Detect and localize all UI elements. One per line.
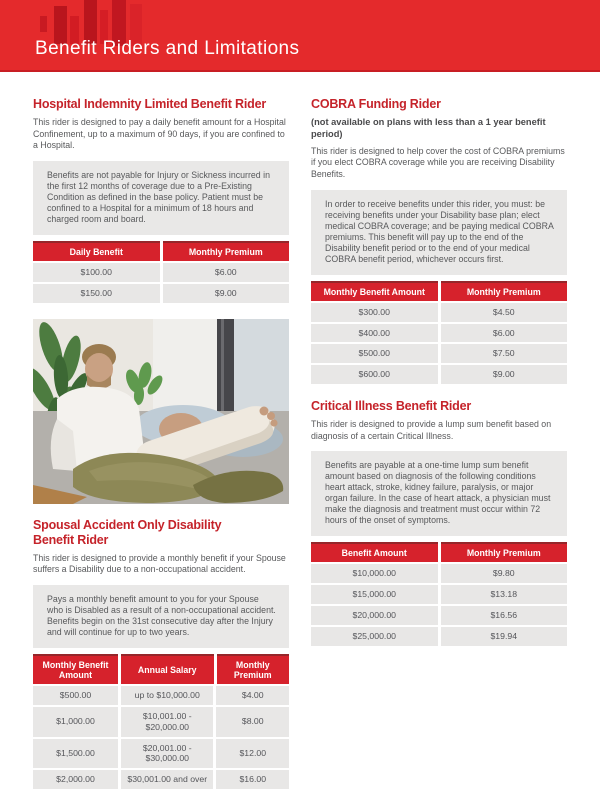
table-cell: $20,000.00 — [311, 606, 438, 625]
table-row — [311, 303, 567, 322]
spousal-rider-title: Spousal Accident Only Disability Benefit Rider — [33, 517, 222, 547]
table-row — [33, 739, 289, 769]
table-row — [311, 324, 567, 343]
table-cell: $150.00 — [33, 284, 160, 303]
table-row — [311, 627, 567, 646]
table-header-row — [33, 654, 289, 684]
table-cell: $100.00 — [33, 263, 160, 282]
spousal-rider-conditions-box: Pays a monthly benefit amount to you for your Spouse who is Disabled as a result of a non-occupational accident. Benefits begin on the 31st consecutive day after the Injury and will continue for up to two years. — [33, 585, 289, 648]
critical-illness-conditions-box: Benefits are payable at a one-time lump sum benefit amount based on diagnosis of the following conditions heart attack, stroke, kidney failure, paralysis, or major organ failure. In the case of heart attack, a physician must make the diagnosis and treatment must occur within 72 hours of the onset of symptoms. — [311, 451, 567, 536]
table-row — [311, 585, 567, 604]
cobra-rider-title: COBRA Funding Rider — [311, 97, 441, 111]
left-column — [33, 97, 289, 789]
table-header-row — [311, 542, 567, 562]
table-cell: $300.00 — [311, 303, 438, 322]
table-cell: $400.00 — [311, 324, 438, 343]
page-title: Benefit Riders and Limitations — [35, 38, 300, 59]
table-row — [33, 284, 289, 303]
table-cell: up to $10,000.00 — [121, 686, 213, 705]
table-cell: $6.00 — [163, 263, 290, 282]
table-cell: $15,000.00 — [311, 585, 438, 604]
hospital-rider-intro: This rider is designed to pay a daily benefit amount for a Hospital Confinement, up to a maximum of 90 days, if you are confined to a Hospital. — [33, 117, 286, 151]
table-header-cell: Monthly Premium — [217, 654, 290, 684]
right-column — [311, 97, 567, 789]
spousal-rider-table — [33, 654, 289, 789]
table-cell: $20,001.00 - $30,000.00 — [121, 739, 213, 769]
table-cell: $1,000.00 — [33, 707, 118, 737]
table-header-cell: Daily Benefit — [33, 241, 160, 261]
table-cell: $600.00 — [311, 365, 438, 384]
table-row — [311, 365, 567, 384]
cobra-rider-table — [311, 281, 567, 385]
table-header-row — [311, 281, 567, 301]
table-cell: $4.50 — [441, 303, 568, 322]
table-cell: $8.00 — [216, 707, 289, 737]
table-header-cell: Monthly Benefit Amount — [33, 654, 118, 684]
table-cell: $500.00 — [311, 344, 438, 363]
table-row — [311, 564, 567, 583]
table-cell: $9.00 — [163, 284, 290, 303]
table-row — [33, 770, 289, 789]
table-cell: $25,000.00 — [311, 627, 438, 646]
table-cell: $9.80 — [441, 564, 568, 583]
table-cell: $10,000.00 — [311, 564, 438, 583]
page-body — [0, 72, 600, 789]
table-header-cell: Benefit Amount — [311, 542, 438, 562]
table-header-cell: Monthly Premium — [441, 281, 568, 301]
table-cell: $16.00 — [216, 770, 289, 789]
table-cell: $10,001.00 - $20,000.00 — [121, 707, 213, 737]
table-cell: $4.00 — [216, 686, 289, 705]
table-cell: $13.18 — [441, 585, 568, 604]
table-cell: $1,500.00 — [33, 739, 118, 769]
photo-man-leg-cast — [33, 319, 289, 504]
header-band — [0, 0, 600, 72]
table-cell: $19.94 — [441, 627, 568, 646]
table-header-row — [33, 241, 289, 261]
table-row — [311, 344, 567, 363]
critical-illness-rider-title: Critical Illness Benefit Rider — [311, 399, 472, 414]
cobra-rider-conditions-box: In order to receive benefits under this rider, you must: be receiving benefits under your Disability base plan; elect medical COBRA coverage; and be paying medical COBRA premiums. This benefit will pay up to the end of the Disability benefit period or to the end of your medical COBRA benefit period, whichever occurs first. — [311, 190, 567, 275]
spousal-rider-intro: This rider is designed to provide a monthly benefit if your Spouse suffers a Disability due to a non-occupational accident. — [33, 552, 286, 575]
table-header-cell: Monthly Premium — [441, 542, 568, 562]
table-cell: $30,001.00 and over — [121, 770, 213, 789]
table-cell: $7.50 — [441, 344, 568, 363]
table-cell: $500.00 — [33, 686, 118, 705]
table-row — [33, 707, 289, 737]
cobra-rider-intro: This rider is designed to help cover the cost of COBRA premiums if you elect COBRA coverage while you are receiving Disability Benefits. — [311, 145, 565, 179]
table-row — [33, 686, 289, 705]
table-header-cell: Monthly Benefit Amount — [311, 281, 438, 301]
critical-illness-rider-intro: This rider is designed to provide a lump sum benefit based on diagnosis of a certain Critical Illness. — [311, 419, 552, 441]
hospital-rider-table — [33, 241, 289, 303]
critical-illness-table — [311, 542, 567, 646]
hospital-rider-title: Hospital Indemnity Limited Benefit Rider — [33, 97, 266, 111]
table-header-cell: Monthly Premium — [163, 241, 290, 261]
table-cell: $16.56 — [441, 606, 568, 625]
table-header-cell: Annual Salary — [121, 654, 214, 684]
cobra-rider-availability-note: (not available on plans with less than a 1 year benefit period) — [311, 117, 546, 139]
table-row — [311, 606, 567, 625]
table-cell: $9.00 — [441, 365, 568, 384]
table-row — [33, 263, 289, 282]
table-cell: $2,000.00 — [33, 770, 118, 789]
table-cell: $12.00 — [216, 739, 289, 769]
table-cell: $6.00 — [441, 324, 568, 343]
hospital-rider-conditions-box: Benefits are not payable for Injury or Sickness incurred in the first 12 months of coverage due to a Pre-Existing Condition as defined in the base policy. Patient must be confined to a Hospital for a minimum of 18 hours and charged room and board. — [33, 161, 289, 235]
